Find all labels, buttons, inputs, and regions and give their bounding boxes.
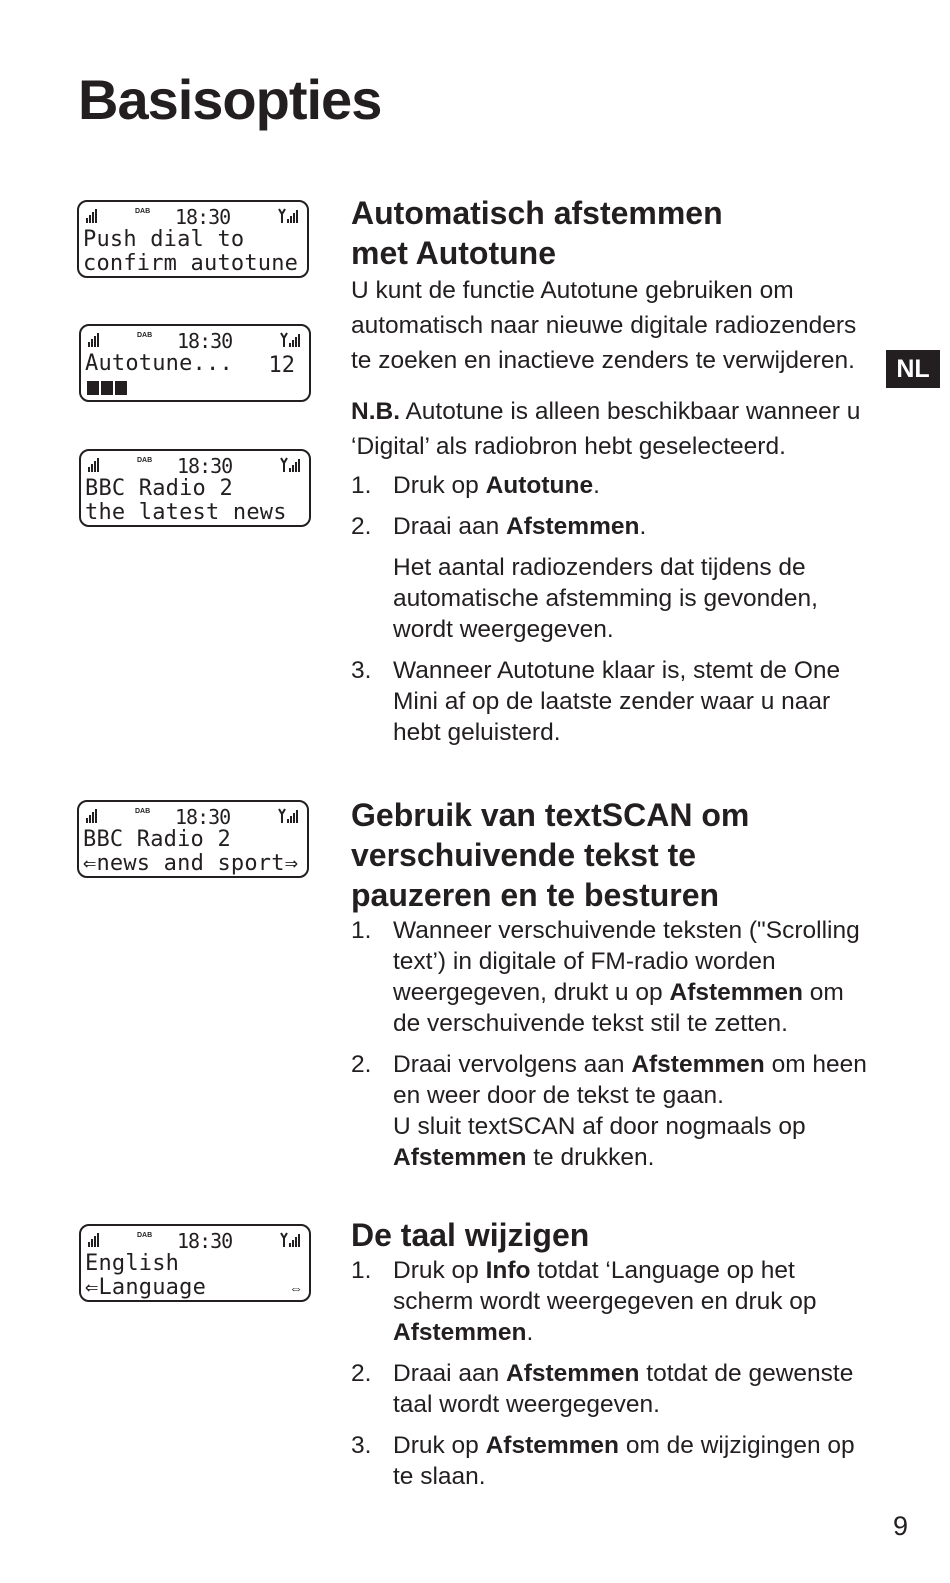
display-autotune-progress <box>79 324 311 402</box>
list-item <box>351 655 871 748</box>
list-item <box>351 470 871 501</box>
step-text: . <box>593 472 600 499</box>
step-number: 2. <box>351 1360 372 1387</box>
display-language <box>79 1224 311 1302</box>
step-text: totdat ‘Language op het scherm wordt weergegeven en druk op <box>393 1257 817 1315</box>
display-line-2-text: news and sport <box>96 851 285 876</box>
step-text: . <box>639 513 647 540</box>
signal-strength-icon <box>279 332 303 348</box>
signal-strength-icon <box>279 1232 303 1248</box>
display-line-1: Autotune... <box>85 351 233 376</box>
display-autotune-prompt <box>77 200 309 278</box>
step-subtext: Het aantal radiozenders dat tijdens de automatische afstemming is gevonden, wordt weergegeven. <box>393 554 818 643</box>
display-line-1: Push dial to <box>83 227 245 252</box>
dab-label: DAB <box>137 457 153 464</box>
step-number: 2. <box>351 1051 372 1078</box>
step-number: 3. <box>351 1432 372 1459</box>
section-heading <box>351 193 871 273</box>
step-text: Druk op <box>393 1257 486 1284</box>
dab-signal-icon <box>87 1232 101 1248</box>
steps-list <box>351 1255 871 1492</box>
progress-bar-icon <box>87 380 131 396</box>
signal-strength-icon <box>277 808 301 824</box>
step-text: totdat de gewenste taal wordt weergegeven. <box>393 1360 854 1418</box>
step-number: 1. <box>351 917 372 944</box>
step-text: Druk op <box>393 1432 486 1459</box>
step-number: 1. <box>351 472 372 499</box>
step-number: 1. <box>351 1257 372 1284</box>
clock: 18:30 <box>177 1229 233 1253</box>
page-title: Basisopties <box>78 68 382 131</box>
dab-label: DAB <box>135 808 151 815</box>
intro-paragraph: U kunt de functie Autotune gebruiken om automatisch naar nieuwe digitale radiozenders te zoeken en inactieve zenders te verwijderen. <box>351 277 857 374</box>
dab-label: DAB <box>137 1232 153 1239</box>
heading-line: verschuivende tekst te <box>351 837 697 873</box>
steps-list <box>351 470 871 748</box>
heading-line: met Autotune <box>351 235 557 271</box>
dab-label: DAB <box>137 332 153 339</box>
dab-label: DAB <box>135 208 151 215</box>
step-bold: Info <box>485 1257 531 1284</box>
page-number: 9 <box>893 1511 909 1541</box>
step-number: 2. <box>351 513 372 540</box>
step-text: U sluit textSCAN af door nogmaals op <box>393 1113 806 1140</box>
step-text: Draai vervolgens aan <box>393 1051 632 1078</box>
step-text: Draai aan <box>393 513 507 540</box>
dab-signal-icon <box>85 808 99 824</box>
list-item <box>351 1430 871 1492</box>
step-text: om heen en weer door de tekst te gaan. <box>393 1051 867 1109</box>
step-number: 3. <box>351 657 372 684</box>
display-station <box>79 449 311 527</box>
section-autotune <box>351 193 871 748</box>
step-text: Druk op <box>393 472 486 499</box>
list-item <box>351 1049 871 1173</box>
step-bold: Afstemmen <box>669 979 803 1006</box>
section-heading <box>351 795 871 915</box>
step-bold: Afstemmen <box>393 1144 527 1171</box>
step-text: Wanneer verschuivende teksten ("Scrolling text’) in digitale of FM-radio worden weergegeven, drukt u op <box>393 917 860 1006</box>
step-bold: Afstemmen <box>631 1051 765 1078</box>
display-status-bar <box>81 330 309 352</box>
display-line-1: English <box>85 1251 180 1276</box>
step-text: te drukken. <box>526 1144 655 1171</box>
display-line-1: BBC Radio 2 <box>83 827 231 852</box>
signal-strength-icon <box>279 457 303 473</box>
list-item <box>351 1358 871 1420</box>
signal-strength-icon <box>277 208 301 224</box>
display-status-bar <box>79 206 307 228</box>
display-line-2 <box>83 853 298 875</box>
display-line-2 <box>85 1277 206 1299</box>
clock: 18:30 <box>175 205 231 229</box>
list-item <box>351 1255 871 1348</box>
note-text: Autotune is alleen beschikbaar wanneer u ‘Digital’ als radiobron hebt geselecteerd. <box>351 398 861 460</box>
display-status-bar <box>81 1230 309 1252</box>
scroll-right-icon: ⇒ <box>284 851 299 876</box>
display-textscan <box>77 800 309 878</box>
step-bold: Afstemmen <box>506 1360 640 1387</box>
step-text: Wanneer Autotune klaar is, stemt de One Mini af op de laatste zender waar u naar hebt geluisterd. <box>393 657 841 746</box>
heading-line: Automatisch afstemmen <box>351 195 723 231</box>
display-line-2: the latest news <box>85 500 287 525</box>
scroll-left-icon: ⇐ <box>83 851 97 876</box>
display-line-1: BBC Radio 2 <box>85 476 233 501</box>
clock: 18:30 <box>177 329 233 353</box>
step-text: . <box>526 1319 534 1346</box>
note-paragraph <box>351 394 871 464</box>
step-text: Draai aan <box>393 1360 507 1387</box>
dab-signal-icon <box>85 208 99 224</box>
dab-signal-icon <box>87 457 101 473</box>
clock: 18:30 <box>177 454 233 478</box>
note-label: N.B. <box>351 398 400 425</box>
display-line-2-text: Language <box>98 1275 207 1300</box>
section-heading: De taal wijzigen <box>351 1217 590 1253</box>
step-bold: Afstemmen <box>485 1432 620 1459</box>
list-item <box>351 915 871 1039</box>
station-count: 12 <box>268 353 295 378</box>
heading-line: pauzeren en te besturen <box>351 877 720 913</box>
step-text: om de wijzigingen op te slaan. <box>393 1432 855 1490</box>
steps-list <box>351 915 871 1173</box>
list-item <box>351 511 871 645</box>
display-line-2: confirm autotune <box>83 251 299 276</box>
heading-line: Gebruik van textSCAN om <box>351 797 750 833</box>
section-textscan <box>351 795 871 1173</box>
step-bold: Afstemmen <box>393 1319 527 1346</box>
display-status-bar <box>81 455 309 477</box>
scroll-left-icon: ⇐ <box>85 1275 99 1300</box>
step-bold: Afstemmen <box>506 513 640 540</box>
step-bold: Autotune <box>485 472 594 499</box>
language-tab: NL <box>886 350 940 388</box>
step-text: om de verschuivende tekst stil te zetten. <box>393 979 844 1037</box>
dab-signal-icon <box>87 332 101 348</box>
clock: 18:30 <box>175 805 231 829</box>
section-language <box>351 1215 871 1492</box>
display-status-bar <box>79 806 307 828</box>
scroll-right-icon: ⇔ <box>289 1280 303 1296</box>
